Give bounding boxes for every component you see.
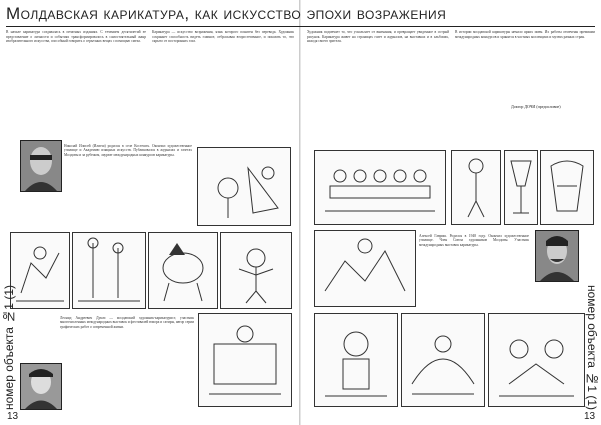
bio-two-text: Леонид Андреевич Дукач — молдавский художник-карикатурист, участник многочисленных международных выставок и фестивалей юмора и сатиры, автор серии графических работ о современной жизни. [60, 315, 194, 329]
cartoon-panel-6 [198, 313, 292, 407]
left-vertical-title-text: номер объекта [2, 327, 16, 411]
cartoon-illustration [489, 314, 584, 406]
cartoon-illustration [149, 233, 217, 308]
author-photo-2 [20, 363, 62, 410]
right-column-two-text: В истории молдавской карикатуры немало ярких имен. Их работы отмечены премиями международных конкурсов и хранятся в частных коллекциях и музеях разных стран. [455, 30, 595, 39]
cartoon-illustration [11, 233, 69, 308]
cartoon-panel-11 [314, 230, 416, 307]
left-intro-column [6, 30, 146, 122]
right-vertical-title-text: номер объекта [585, 285, 599, 368]
left-second-column [152, 30, 294, 122]
right-column-one-text: Художник подмечает то, что ускользает от внимания, и превращает увиденное в острый рисунок. Карикатура живет на страницах газет и журналов, на выставках и в альбомах, находя своего зрителя. [307, 30, 449, 44]
cartoon-panel-12 [314, 313, 398, 407]
cartoon-panel-2 [10, 232, 70, 309]
left-vertical-title [2, 285, 16, 410]
cartoon-panel-7 [314, 150, 446, 225]
cartoon-panel-13 [401, 313, 485, 407]
author-bio-1 [64, 140, 192, 220]
right-page-number: 13 [584, 411, 596, 422]
portrait-illustration [21, 364, 61, 409]
cartoon-illustration [541, 151, 593, 224]
author-bio-2 [60, 312, 194, 404]
left-intro-text: В начале карикатура создавалась в печатных изданиях. С течением десятилетий ее представление о личности и событиях трансформировалось в самостоятельный жанр изобразительного искусства, способный говорить о серьезных вещах с помощью смеха. [6, 30, 146, 44]
headline-rule [6, 26, 595, 27]
author-photo-3 [535, 230, 579, 282]
page-headline: Молдавская карикатура, как искусство эпохи возражения [6, 4, 447, 23]
cartoon-illustration [402, 314, 484, 406]
bio-one-text: Николай Илисей (Илиеш) родился в селе Костешть. Окончил художественное училище и Академию изящных искусств. Публиковался в журналах и газетах Молдовы и за рубежом, лауреат международных конкурсов карикатуры. [64, 143, 192, 157]
author-photo-1 [20, 140, 62, 192]
portrait-illustration [21, 141, 61, 191]
cartoon-illustration [452, 151, 500, 224]
cartoon-panel-1 [197, 147, 291, 226]
bio-three-text: Алексей Гавриш. Родился в 1948 году. Окончил художественное училище. Член Союза художников Молдовы. Участник международных выставок карикатуры. [419, 233, 529, 247]
right-page [301, 0, 601, 425]
right-first-column [307, 30, 449, 122]
article-author: Доктор ДОЧИ (предисловие) [511, 104, 561, 109]
cartoon-panel-14 [488, 313, 585, 407]
left-page [0, 0, 300, 425]
cartoon-illustration [315, 314, 397, 406]
cartoon-illustration [73, 233, 145, 308]
right-vertical-title [585, 285, 599, 410]
left-issue-number: №1 (1) [2, 285, 16, 324]
cartoon-illustration [315, 151, 445, 224]
cartoon-illustration [221, 233, 291, 308]
portrait-illustration [536, 231, 578, 281]
cartoon-panel-10 [540, 150, 594, 225]
cartoon-illustration [505, 151, 537, 224]
cartoon-panel-8 [451, 150, 501, 225]
cartoon-panel-3 [72, 232, 146, 309]
right-issue-number: №1 (1) [585, 371, 599, 411]
cartoon-illustration [199, 314, 291, 406]
cartoon-illustration [315, 231, 415, 306]
left-column-two-text: Карикатура — искусство возражения, язык которого понятен без перевода. Художник сохраняет способность видеть главное, отбрасывая второстепенное, и показать то, что скрыто от посторонних глаз. [152, 30, 294, 44]
cartoon-illustration [198, 148, 290, 225]
cartoon-panel-5 [220, 232, 292, 309]
cartoon-panel-9 [504, 150, 538, 225]
author-bio-3 [419, 230, 529, 306]
left-page-number: 13 [7, 411, 19, 422]
cartoon-panel-4 [148, 232, 218, 309]
